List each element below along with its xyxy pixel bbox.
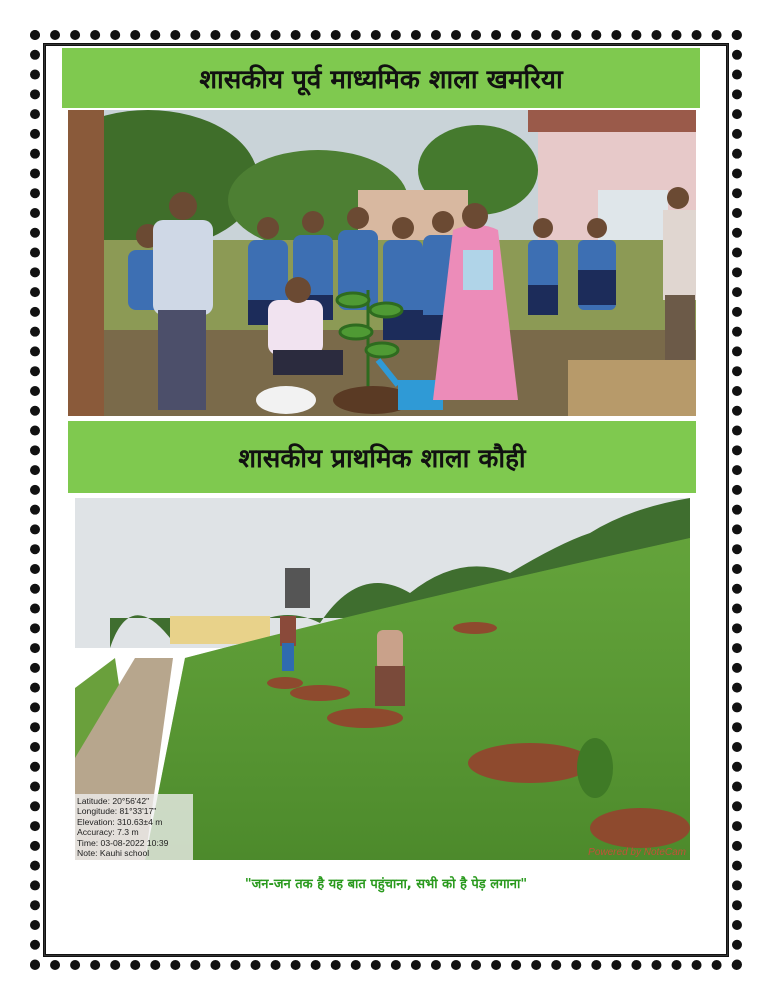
school-title-kauhi: शासकीय प्राथमिक शाला कौही: [68, 421, 696, 493]
geotag-note: Note: Kauhi school: [77, 848, 150, 859]
notecam-watermark: Powered by NoteCam: [588, 847, 686, 858]
geotag-time: Time: 03-08-2022 10:39: [77, 837, 169, 848]
geotag-longitude: Longitude: 81°33'17": [77, 806, 157, 817]
tree-planting-photo-khamariya: [68, 110, 696, 416]
tree-planting-photo-kauhi: [75, 498, 690, 860]
geotag-accuracy: Accuracy: 7.3 m: [77, 827, 139, 838]
geotag-elevation: Elevation: 310.63±4 m: [77, 816, 163, 827]
geotag-overlay: [75, 794, 193, 860]
school-title-khamariya: शासकीय पूर्व माध्यमिक शाला खमरिया: [62, 48, 700, 108]
geotag-latitude: Latitude: 20°56'42": [77, 796, 150, 806]
slogan-text: "जन-जन तक है यह बात पहुंचाना, सभी को है पेड़ लगाना": [244, 877, 528, 892]
